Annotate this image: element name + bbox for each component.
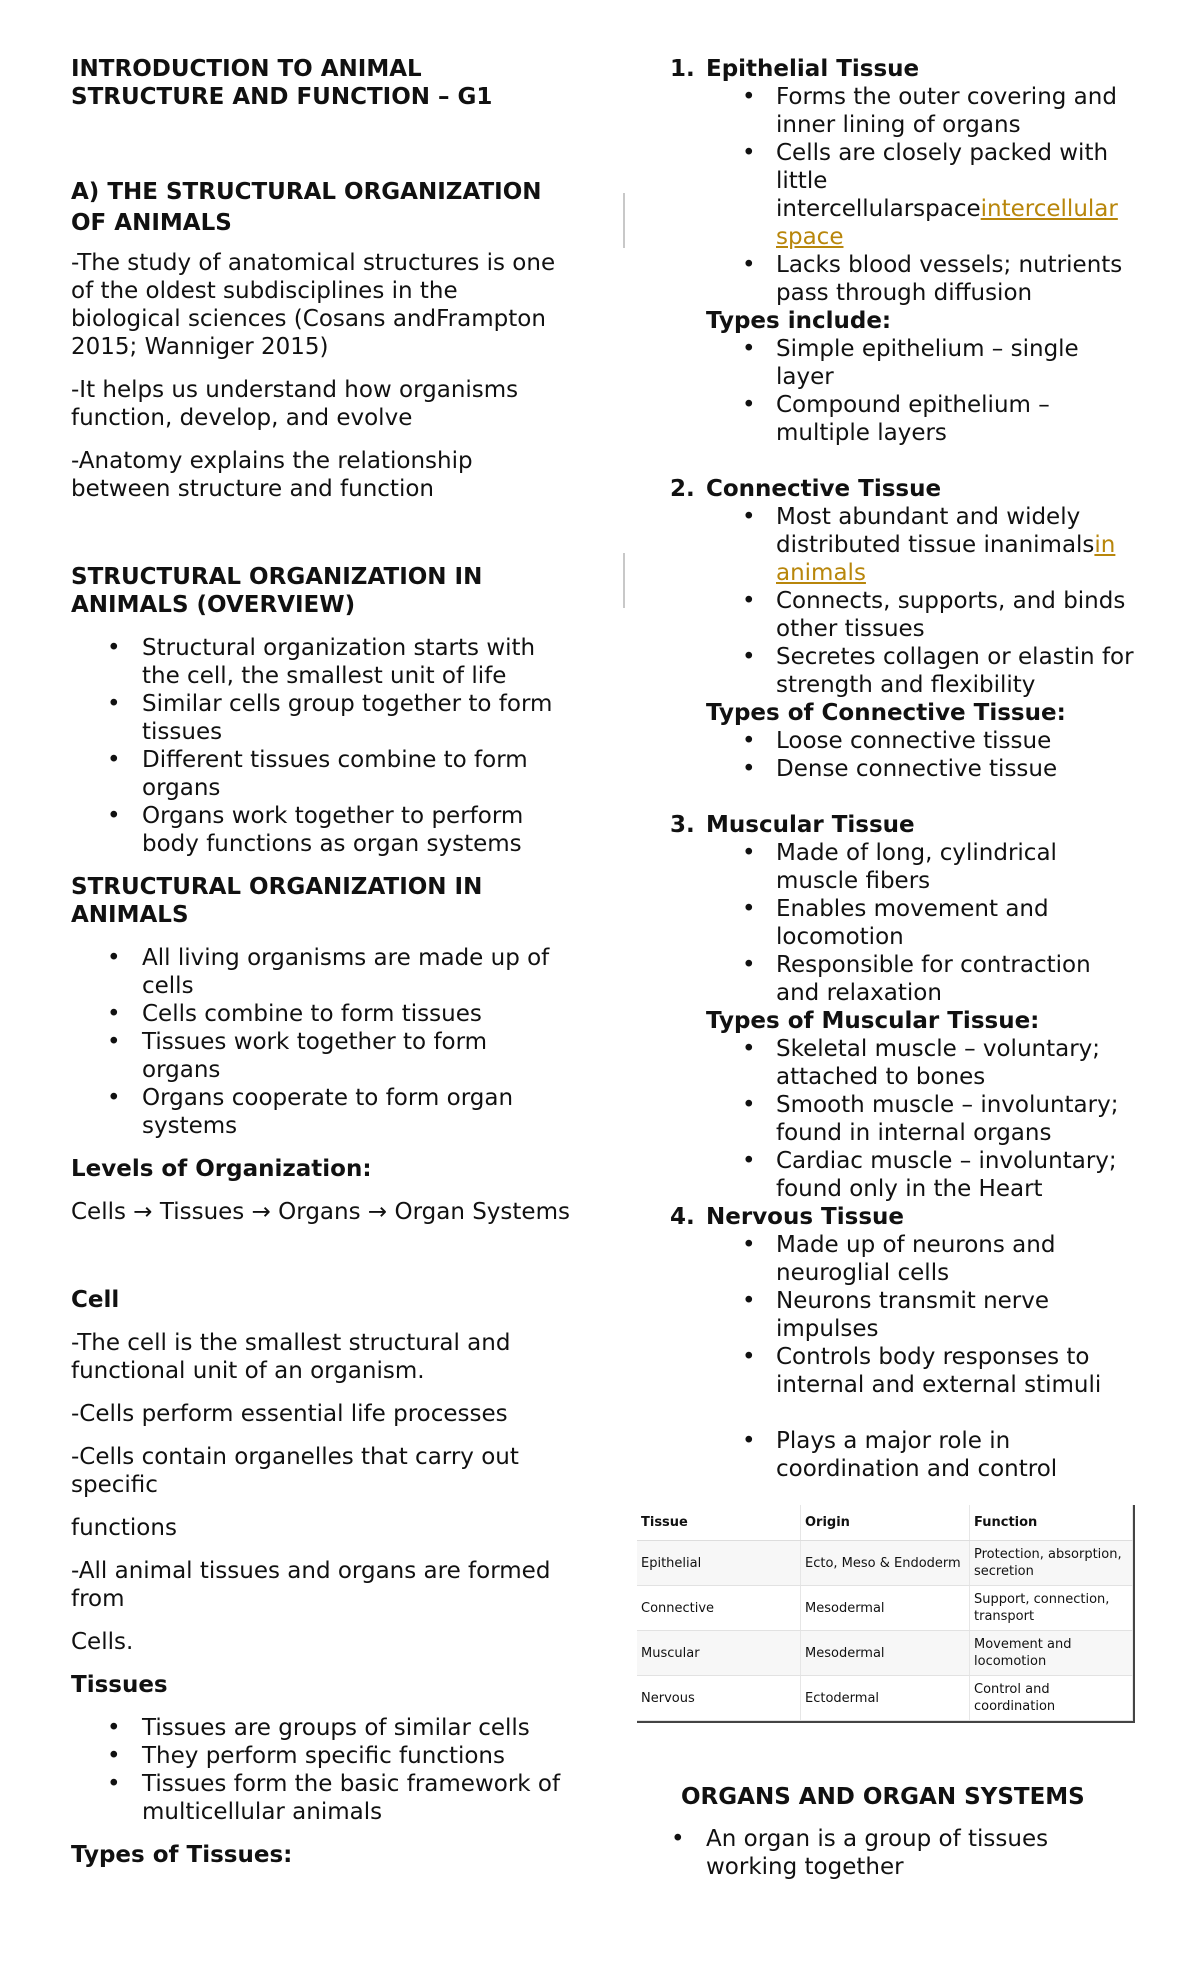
cell-paragraph: functions bbox=[71, 1515, 177, 1541]
list-item: • All living organisms are made up of cells bbox=[71, 944, 571, 1000]
table-cell: Connective bbox=[637, 1586, 801, 1631]
table-header-row bbox=[637, 1505, 1133, 1541]
section-title: Epithelial Tissue bbox=[706, 56, 920, 82]
tissue-table bbox=[637, 1505, 1133, 1721]
list-item: • Simple epithelium – single layer bbox=[670, 335, 1140, 391]
section-title: Connective Tissue bbox=[706, 476, 942, 502]
types-label: Types of Muscular Tissue: bbox=[706, 1008, 1040, 1034]
muscular-heading bbox=[670, 811, 1140, 839]
column-divider-mark bbox=[623, 553, 625, 608]
table-cell: Epithelial bbox=[637, 1541, 801, 1586]
list-item: • An organ is a group of tissues working together bbox=[635, 1825, 1135, 1881]
table-cell: Mesodermal bbox=[801, 1586, 970, 1631]
levels-heading: Levels of Organization: bbox=[71, 1156, 372, 1182]
tissues-heading: Tissues bbox=[71, 1672, 168, 1698]
column-header: Tissue bbox=[637, 1505, 801, 1541]
list-item: • Lacks blood vessels; nutrients pass through diffusion bbox=[670, 251, 1140, 307]
nervous-heading bbox=[670, 1203, 1140, 1231]
right-column bbox=[670, 55, 1140, 1483]
list-item: • Compound epithelium – multiple layers bbox=[670, 391, 1140, 447]
table-cell: Movement and locomotion bbox=[970, 1631, 1133, 1676]
list-item: • Made up of neurons and neuroglial cells bbox=[670, 1231, 1140, 1287]
connective-types-list bbox=[670, 727, 1140, 783]
list-item: • Cells combine to form tissues bbox=[71, 1000, 571, 1028]
muscular-list bbox=[670, 839, 1140, 1007]
table-cell: Mesodermal bbox=[801, 1631, 970, 1676]
table-cell: Muscular bbox=[637, 1631, 801, 1676]
list-item: • Plays a major role in coordination and control bbox=[670, 1427, 1140, 1483]
list-item: • Connects, supports, and binds other tissues bbox=[670, 587, 1140, 643]
tracked-insert-link[interactable]: in animals bbox=[776, 532, 1116, 586]
list-item: • Organs cooperate to form organ systems bbox=[71, 1084, 571, 1140]
intro-paragraph: -It helps us understand how organisms function, develop, and evolve bbox=[71, 377, 519, 431]
connective-list bbox=[670, 503, 1140, 699]
column-header: Function bbox=[970, 1505, 1133, 1541]
table-row bbox=[637, 1586, 1133, 1631]
table-row bbox=[637, 1631, 1133, 1676]
section-a-heading: A) THE STRUCTURAL ORGANIZATION OF ANIMALS bbox=[71, 179, 542, 236]
list-item: • Dense connective tissue bbox=[670, 755, 1140, 783]
types-label: Types of Connective Tissue: bbox=[706, 700, 1066, 726]
list-item bbox=[670, 139, 1140, 251]
cell-paragraph: Cells. bbox=[71, 1629, 134, 1655]
list-item: • Forms the outer covering and inner lining of organs bbox=[670, 83, 1140, 139]
overview-list bbox=[71, 634, 571, 858]
levels-text: Cells → Tissues → Organs → Organ Systems bbox=[71, 1199, 570, 1225]
organization-list bbox=[71, 944, 571, 1140]
cell-paragraph: -All animal tissues and organs are formed from bbox=[71, 1558, 551, 1612]
cell-heading: Cell bbox=[71, 1287, 120, 1313]
list-item: • Tissues form the basic framework of multicellular animals bbox=[71, 1770, 571, 1826]
list-item: • Neurons transmit nerve impulses bbox=[670, 1287, 1140, 1343]
connective-heading bbox=[670, 475, 1140, 503]
list-item: • Secretes collagen or elastin for strength and flexibility bbox=[670, 643, 1140, 699]
table-cell: Ectodermal bbox=[801, 1676, 970, 1721]
nervous-list bbox=[670, 1231, 1140, 1483]
left-column bbox=[71, 55, 571, 1869]
item-text: Most abundant and widely distributed tissue inanimals bbox=[776, 504, 1095, 558]
table-cell: Support, connection, transport bbox=[970, 1586, 1133, 1631]
intro-paragraph: -The study of anatomical structures is one of the oldest subdisciplines in the biological sciences (Cosans andFrampton 2015; Wanniger 2015) bbox=[71, 250, 556, 360]
organs-heading: ORGANS AND ORGAN SYSTEMS bbox=[681, 1784, 1085, 1810]
document-title: INTRODUCTION TO ANIMAL STRUCTURE AND FUNCTION – G1 bbox=[71, 56, 493, 110]
column-divider-mark bbox=[623, 193, 625, 248]
muscular-types-list bbox=[670, 1035, 1140, 1203]
epithelial-heading bbox=[670, 55, 1140, 83]
list-item: • Structural organization starts with the cell, the smallest unit of life bbox=[71, 634, 571, 690]
section-title: Nervous Tissue bbox=[706, 1204, 904, 1230]
list-item: • Loose connective tissue bbox=[670, 727, 1140, 755]
table-row bbox=[637, 1676, 1133, 1721]
list-number: 3. bbox=[670, 812, 695, 838]
list-item: • Smooth muscle – involuntary; found in internal organs bbox=[670, 1091, 1140, 1147]
types-of-tissues-heading: Types of Tissues: bbox=[71, 1842, 293, 1868]
list-item: • Made of long, cylindrical muscle fibers bbox=[670, 839, 1140, 895]
list-item: • Controls body responses to internal and external stimuli bbox=[670, 1343, 1140, 1399]
tissue-table-image bbox=[637, 1505, 1135, 1723]
overview-heading: STRUCTURAL ORGANIZATION IN ANIMALS (OVERVIEW) bbox=[71, 564, 483, 618]
table-cell: Ecto, Meso & Endoderm bbox=[801, 1541, 970, 1586]
list-item: • Skeletal muscle – voluntary; attached to bones bbox=[670, 1035, 1140, 1091]
list-item: • Similar cells group together to form tissues bbox=[71, 690, 571, 746]
list-item: • Responsible for contraction and relaxation bbox=[670, 951, 1140, 1007]
organization-heading: STRUCTURAL ORGANIZATION IN ANIMALS bbox=[71, 874, 483, 928]
epithelial-list bbox=[670, 83, 1140, 307]
cell-paragraph: -Cells perform essential life processes bbox=[71, 1401, 508, 1427]
intro-paragraph: -Anatomy explains the relationship between structure and function bbox=[71, 448, 473, 502]
list-item bbox=[670, 503, 1140, 587]
list-number: 1. bbox=[670, 56, 695, 82]
list-number: 2. bbox=[670, 476, 695, 502]
item-text: Cells are closely packed with little intercellularspace bbox=[776, 140, 1109, 222]
cell-paragraph: -The cell is the smallest structural and functional unit of an organism. bbox=[71, 1330, 511, 1384]
list-item: • Tissues are groups of similar cells bbox=[71, 1714, 571, 1742]
list-number: 4. bbox=[670, 1204, 695, 1230]
table-cell: Control and coordination bbox=[970, 1676, 1133, 1721]
epithelial-types-list bbox=[670, 335, 1140, 447]
list-item: • Organs work together to perform body functions as organ systems bbox=[71, 802, 571, 858]
table-cell: Protection, absorption, secretion bbox=[970, 1541, 1133, 1586]
table-cell: Nervous bbox=[637, 1676, 801, 1721]
list-item: • Enables movement and locomotion bbox=[670, 895, 1140, 951]
types-label: Types include: bbox=[706, 308, 892, 334]
section-title: Muscular Tissue bbox=[706, 812, 915, 838]
organs-list bbox=[635, 1825, 1135, 1881]
list-item: • They perform specific functions bbox=[71, 1742, 571, 1770]
column-header: Origin bbox=[801, 1505, 970, 1541]
tracked-insert-link[interactable]: intercellular space bbox=[776, 196, 1118, 250]
cell-paragraph: -Cells contain organelles that carry out specific bbox=[71, 1444, 519, 1498]
table-row bbox=[637, 1541, 1133, 1586]
list-item: • Cardiac muscle – involuntary; found only in the Heart bbox=[670, 1147, 1140, 1203]
list-item: • Different tissues combine to form organs bbox=[71, 746, 571, 802]
list-item: • Tissues work together to form organs bbox=[71, 1028, 571, 1084]
tissues-list bbox=[71, 1714, 571, 1826]
